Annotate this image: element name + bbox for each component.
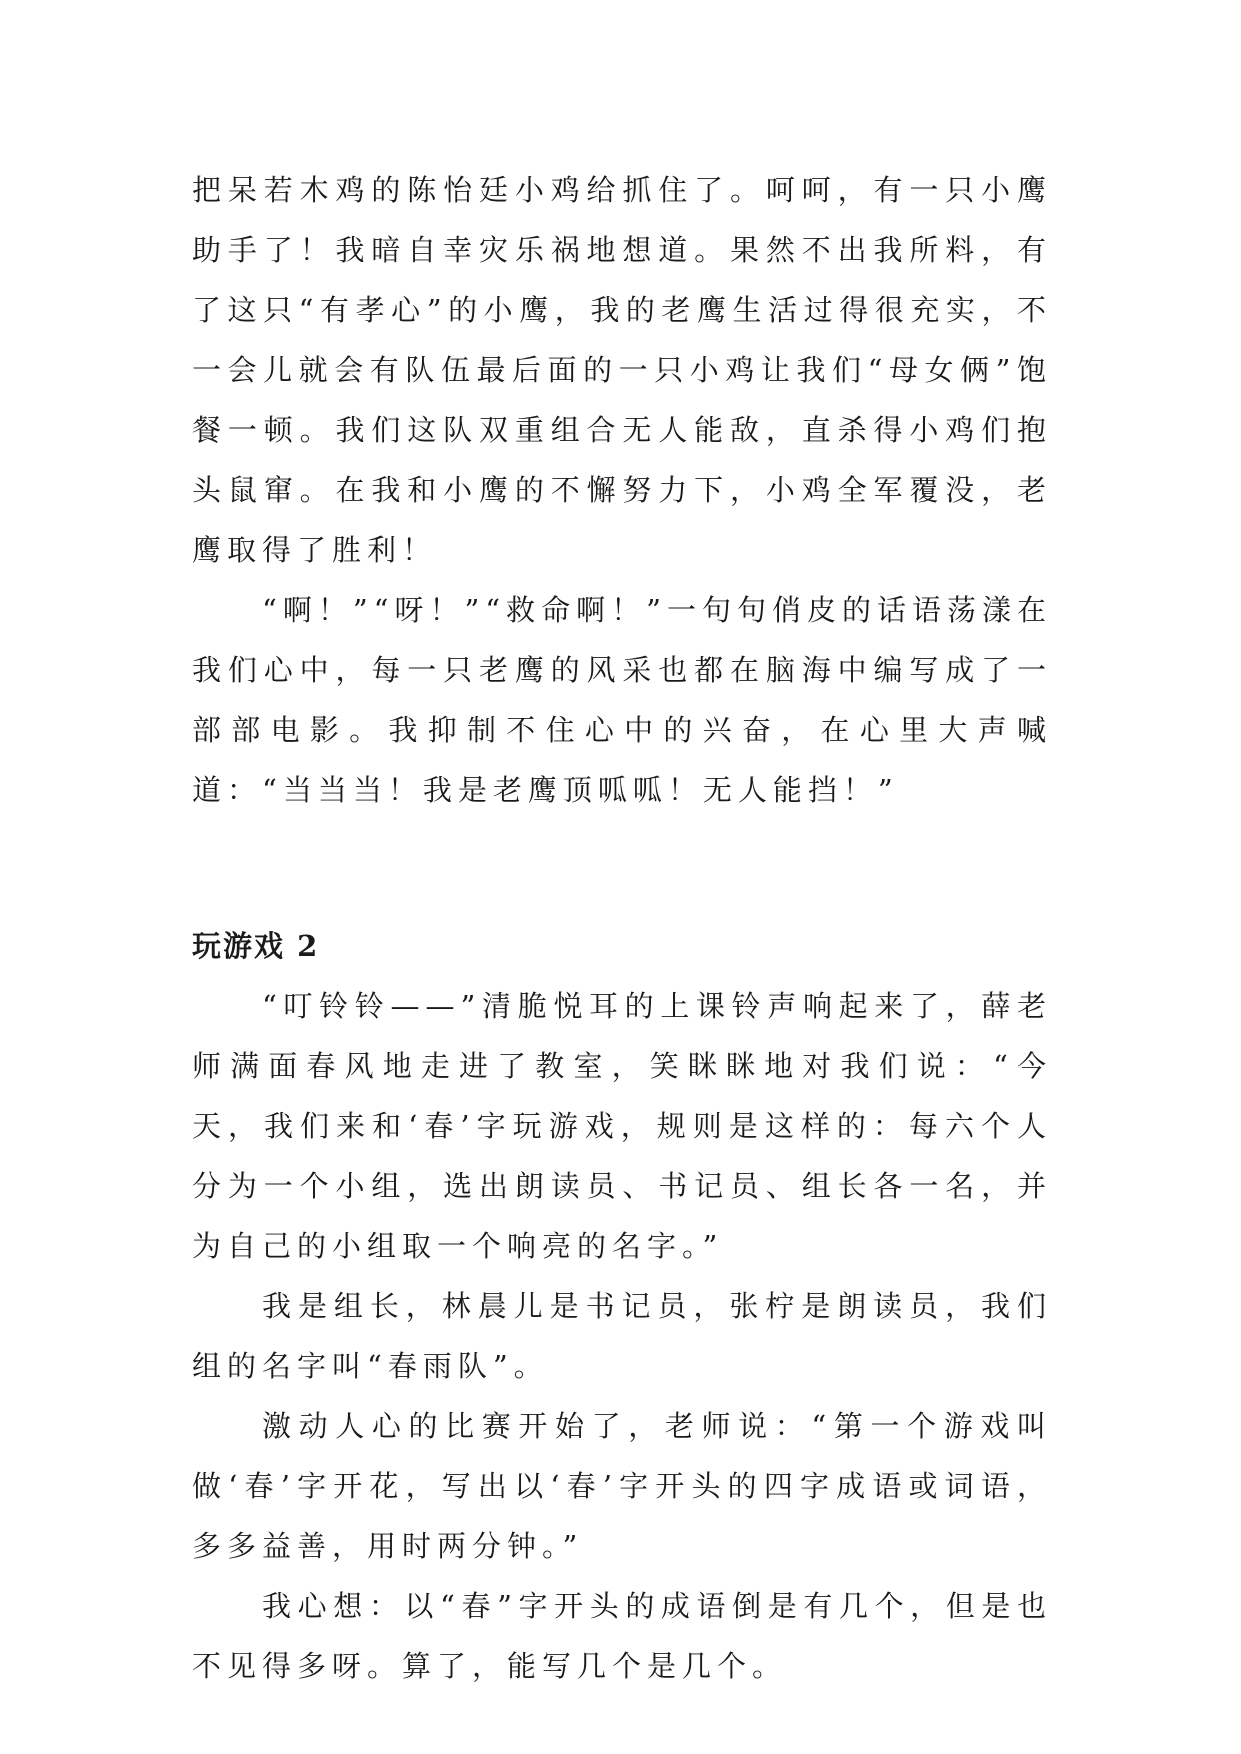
paragraph: 激动人心的比赛开始了，老师说：“第一个游戏叫做‘春’字开花，写出以‘春’字开头的四字成语或词语，多多益善，用时两分钟。”	[192, 1409, 1052, 1563]
section-spacer	[192, 820, 1052, 916]
paragraph: “叮铃铃——”清脆悦耳的上课铃声响起来了，薛老师满面春风地走进了教室，笑眯眯地对我们说：“今天，我们来和‘春’字玩游戏，规则是这样的：每六个人分为一个小组，选出朗读员、书记员、组长各一名，并为自己的小组取一个响亮的名字。”	[192, 989, 1052, 1263]
paragraph: 把呆若木鸡的陈怡廷小鸡给抓住了。呵呵，有一只小鹰助手了！我暗自幸灾乐祸地想道。果然不出我所料，有了这只“有孝心”的小鹰，我的老鹰生活过得很充实，不一会儿就会有队伍最后面的一只小鸡让我们“母女俩”饱餐一顿。我们这队双重组合无人能敌，直杀得小鸡们抱头鼠窜。在我和小鹰的不懈努力下，小鸡全军覆没，老鹰取得了胜利！	[192, 173, 1052, 567]
paragraph: “啊！”“呀！”“救命啊！”一句句俏皮的话语荡漾在我们心中，每一只老鹰的风采也都在脑海中编写成了一部部电影。我抑制不住心中的兴奋，在心里大声喊道：“当当当！我是老鹰顶呱呱！无人能挡！”	[192, 593, 1052, 807]
paragraph: 我是组长，林晨儿是书记员，张柠是朗读员，我们组的名字叫“春雨队”。	[192, 1289, 1052, 1383]
essay-part-1	[192, 160, 1052, 820]
paragraph: 我心想：以“春”字开头的成语倒是有几个，但是也不见得多呀。算了，能写几个是几个。	[192, 1589, 1052, 1683]
document-body	[192, 160, 1052, 1696]
section-title: 玩游戏 2	[192, 929, 320, 963]
essay-part-2	[192, 916, 1052, 1696]
